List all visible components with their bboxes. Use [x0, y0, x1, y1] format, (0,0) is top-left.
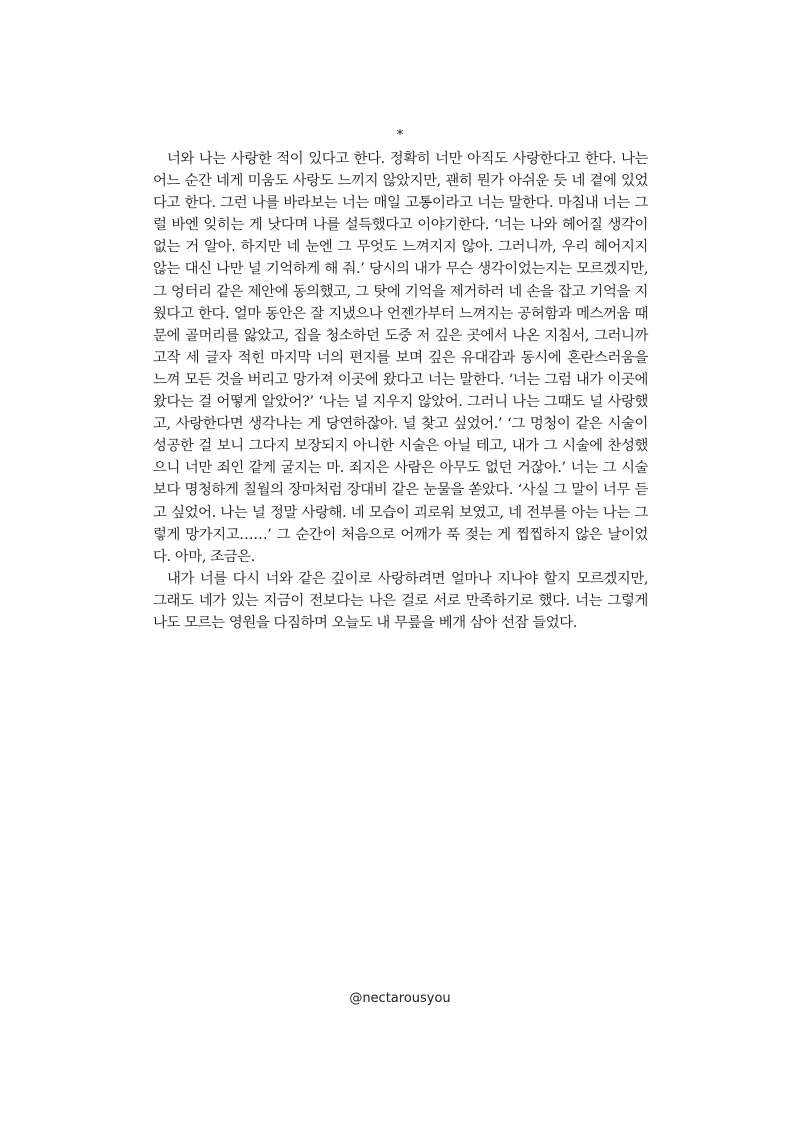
author-handle: @nectarousyou [349, 991, 451, 1006]
section-separator: * [396, 128, 404, 143]
paragraph: 내가 너를 다시 너와 같은 깊이로 사랑하려면 얼마나 지나야 할지 모르겠지만, 그래도 네가 있는 지금이 전보다는 나은 걸로 서로 만족하기로 했다. 너는 그렇게 나도 모르는 영원을 다짐하며 오늘도 내 무릎을 베개 삼아 선잠 들었다. [153, 570, 648, 631]
paragraph: 너와 나는 사랑한 적이 있다고 한다. 정확히 너만 아직도 사랑한다고 한다. 나는 어느 순간 네게 미움도 사랑도 느끼지 않았지만, 괜히 뭔가 아쉬운 듯 네 곁에 있었다고 한다. 그런 나를 바라보는 너는 매일 고통이라고 너는 말한다. 마침내 너는 그럴 바엔 잊히는 게 낫다며 나를 설득했다고 이야기한다. ‘너는 나와 헤어질 생각이 없는 거 알아. 하지만 네 눈엔 그 무엇도 느껴지지 않아. 그러니까, 우리 헤어지지 않는 대신 나만 널 기억하게 해 줘.’ 당시의 내가 무슨 생각이었는지는 모르겠지만, 그 엉터리 같은 제안에 동의했고, 그 탓에 기억을 제거하러 네 손을 잡고 기억을 지웠다고 한다. 얼마 동안은 잘 지냈으나 언젠가부터 느껴지는 공허함과 메스꺼움 때문에 골머리를 앓았고, 집을 청소하던 도중 저 깊은 곳에서 나온 지침서, 그러니까 고작 세 글자 적힌 마지막 너의 편지를 보며 깊은 유대감과 동시에 혼란스러움을 느껴 모든 것을 버리고 망가져 이곳에 왔다고 너는 말한다. ‘너는 그럼 내가 이곳에 왔다는 걸 어떻게 알았어?’ ‘나는 널 지우지 않았어. 그러니 나는 그때도 널 사랑했고, 사랑한다면 생각나는 게 당연하잖아. 널 찾고 싶었어.’ ‘그 멍청이 같은 시술이 성공한 걸 보니 그다지 보장되지 아니한 시술은 아닐 테고, 내가 그 시술에 찬성했으니 너만 죄인 같게 굴지는 마. 죄지은 사람은 아무도 없던 거잖아.’ 너는 그 시술보다 명청하게 칠월의 장마처럼 장대비 같은 눈물을 쏟았다. ‘사실 그 말이 너무 듣고 싶었어. 나는 널 정말 사랑해. 네 모습이 괴로워 보였고, 네 전부를 아는 나는 그렇게 망가지고……’ 그 순간이 처음으로 어깨가 푹 젖는 게 찝찝하지 않은 날이었다. 아마, 조금은. [153, 151, 648, 565]
story-body [153, 148, 648, 634]
